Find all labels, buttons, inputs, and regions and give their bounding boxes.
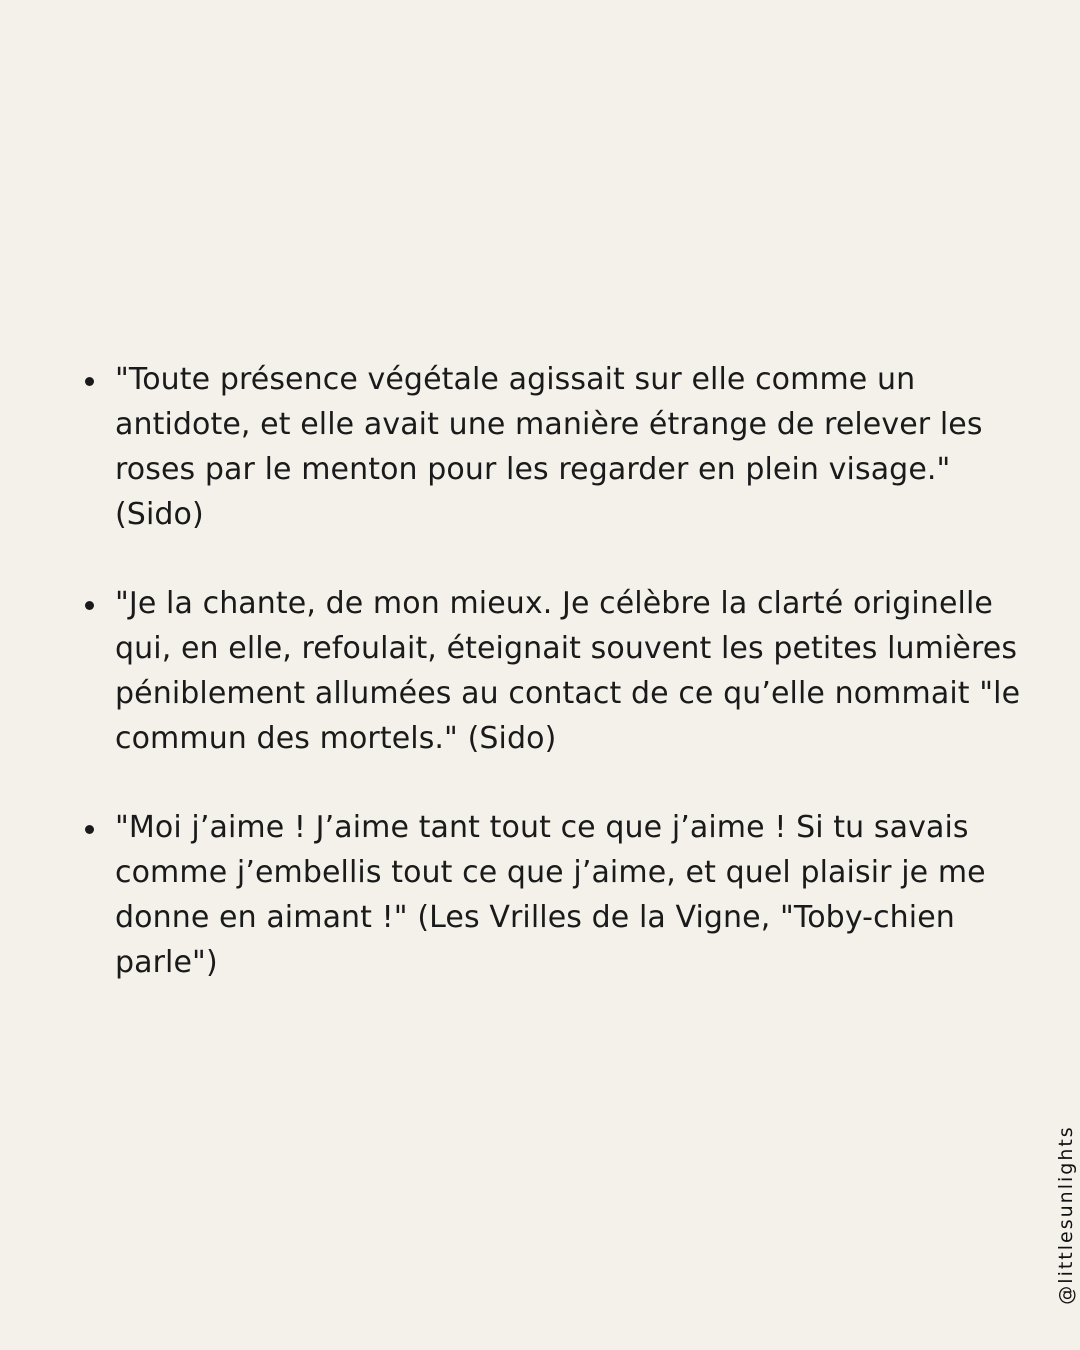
quote-text: "Toute présence végétale agissait sur elle comme un antidote, et elle avait une manière étrange de relever les roses par le menton pour les regarder en plein visage." (Sido) [115, 362, 983, 532]
bullet-icon [85, 601, 94, 610]
quote-list [78, 357, 1038, 1029]
quote-text: "Je la chante, de mon mieux. Je célèbre la clarté originelle qui, en elle, refoulait, éteignait souvent les petites lumières péniblement allumées au contact de ce qu’elle nommait "le commun des mortels." (Sido) [115, 586, 1021, 756]
watermark-handle: @littlesunlights [1055, 1125, 1077, 1305]
quote-text: "Moi j’aime ! J’aime tant tout ce que j’aime ! Si tu savais comme j’embellis tout ce que j’aime, et quel plaisir je me donne en aimant !" (Les Vrilles de la Vigne, "Toby-chien parle") [115, 810, 986, 980]
quote-item-3 [78, 805, 1038, 985]
bullet-icon [85, 377, 94, 386]
bullet-icon [85, 825, 94, 834]
watermark [1052, 1115, 1080, 1315]
quote-item-1 [78, 357, 1038, 537]
quote-item-2 [78, 581, 1038, 761]
